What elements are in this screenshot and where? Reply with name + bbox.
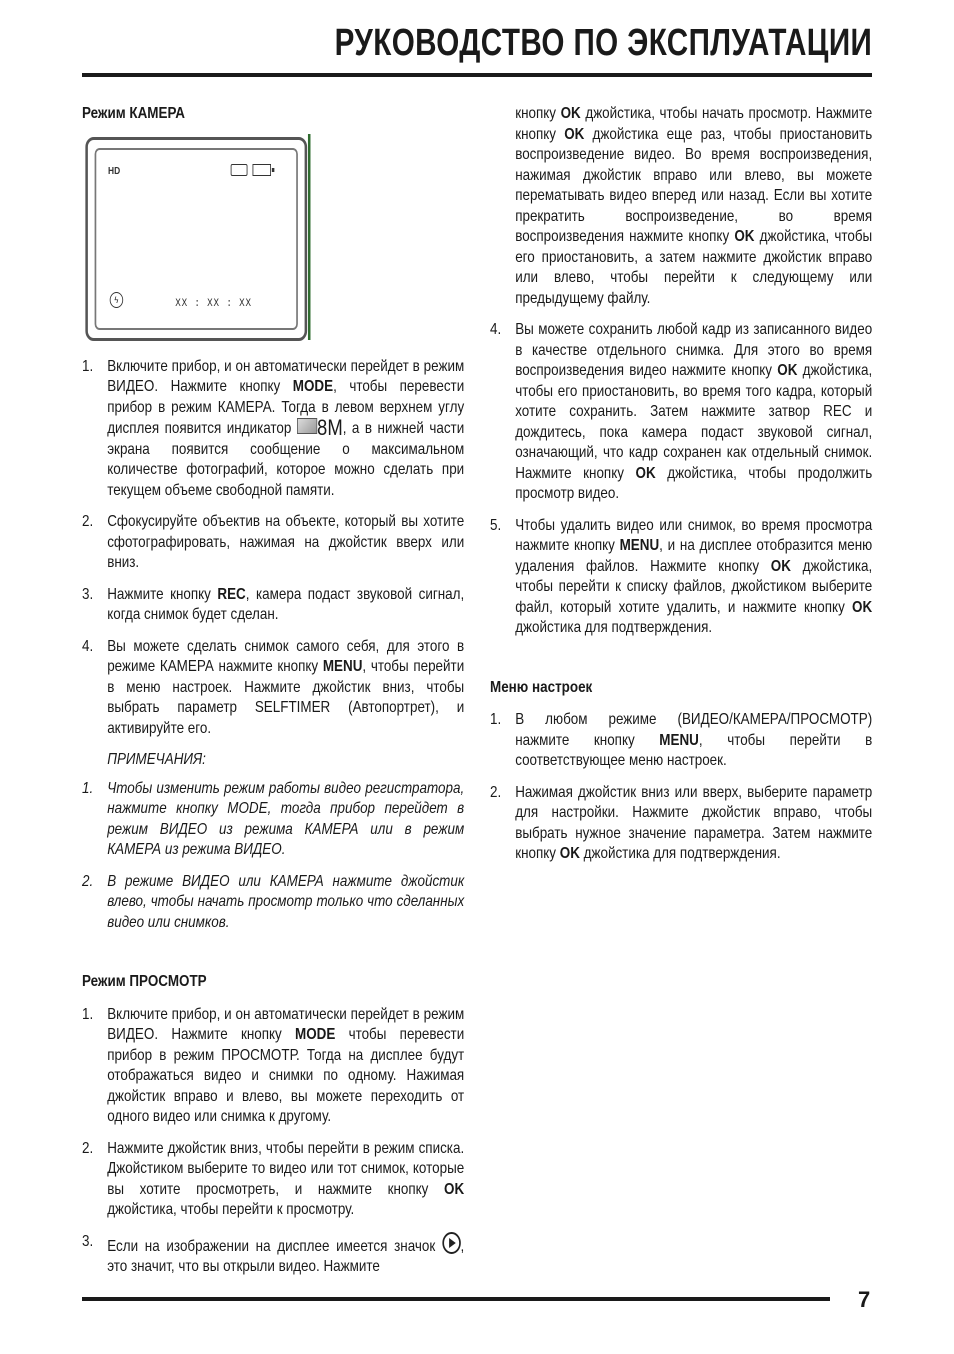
item-number: 2. — [82, 872, 94, 890]
resolution-indicator: 8M — [317, 415, 343, 440]
screen-edge — [308, 134, 311, 340]
playback-mode-heading: Режим ПРОСМОТР — [82, 973, 207, 990]
battery-icon — [253, 164, 271, 176]
list-item — [490, 516, 872, 639]
item-text: Нажимая джойстик вниз или вверх, выберите параметр для настройки. Нажмите джойстик вправо, чтобы выбрать нужное значение параметра. Затем нажмите кнопку OK джойстика для подтверждения. — [515, 783, 873, 862]
notes-heading: ПРИМЕЧАНИЯ: — [107, 751, 206, 768]
item-text: Нажмите кнопку REC, камера подаст звуковой сигнал, когда снимок будет сделан. — [107, 585, 465, 623]
item-text: В любом режиме (ВИДЕО/КАМЕРА/ПРОСМОТР) нажмите кнопку MENU, чтобы перейти в соответствующее меню настроек. — [515, 711, 873, 769]
item-number: 1. — [82, 357, 94, 375]
list-item — [490, 710, 872, 772]
note-item — [82, 872, 464, 934]
item-text: Если на изображении на дисплее имеется значок , это значит, что вы открыли видео. Нажмите — [107, 1232, 464, 1278]
item-number: 3. — [82, 1232, 94, 1250]
item-text: Включите прибор, и он автоматически перейдет в режим ВИДЕО. Нажмите кнопку MODE, чтобы перевести прибор в режим КАМЕРА. Тогда в левом верхнем углу дисплея появится индикатор 8M, а в нижней части экрана появится сообщение о максимальном количестве фотографий, которое можно сделать при текущем объеме свободной памяти. — [107, 357, 465, 499]
item-number: 4. — [490, 321, 502, 338]
time-readout: XX : XX : XX — [175, 297, 252, 310]
note-item — [82, 779, 464, 861]
item-number: 1. — [490, 711, 502, 728]
list-item — [490, 783, 872, 865]
settings-menu-heading: Меню настроек — [490, 678, 593, 696]
item-text: Включите прибор, и он автоматически перейдет в режим ВИДЕО. Нажмите кнопку MODE чтобы перевести прибор в режим ПРОСМОТР. Тогда на дисплее будут отображаться видео и снимки по одному. Нажимая джойстик вправо и влево, вы можете переходить от одного видео или снимка к другому. — [107, 1005, 465, 1125]
left-column — [82, 104, 464, 1289]
item-number: 2. — [490, 783, 502, 801]
item-number: 4. — [82, 637, 94, 655]
item-text: Вы можете сделать снимок самого себя, для этого в режиме КАМЕРА нажмите кнопку MENU, чтобы перейти в меню настроек. Нажмите джойстик вниз, чтобы выбрать параметр SELFTIMER (Автопортрет), и активируйте его. — [107, 637, 465, 737]
list-item — [82, 357, 464, 502]
item-number: 2. — [82, 1139, 94, 1157]
footer-rule — [82, 1297, 830, 1301]
item-text: Нажмите джойстик вниз, чтобы перейти в режим списка. Джойстиком выберите то видео или тот снимок, которые вы хотите просмотреть, и нажмите кнопку OK джойстика, чтобы перейти к просмотру. — [107, 1139, 465, 1218]
list-item — [82, 585, 464, 626]
item-number: 5. — [490, 516, 502, 534]
right-column — [490, 104, 872, 876]
hd-icon: HD — [108, 165, 121, 177]
list-item — [82, 1232, 464, 1278]
camera-screen-illustration — [85, 137, 307, 341]
item-text: Сфокусируйте объектив на объекте, который вы хотите сфотографировать, нажимая на джойстик вверх или вниз. — [107, 513, 465, 571]
item-text: Вы можете сохранить любой кадр из записанного видео в качестве отдельного снимка. Для этого во время воспроизведения видео нажмите кнопку OK джойстика, чтобы его приостановить, во время того кадра, который хотите сохранить. Затем нажмите затвор REC и дождитесь, пока камера подаст звуковой сигнал, означающий, что кадр сохранен как отдельный снимок. Нажмите кнопку OK джойстика, чтобы продолжить просмотр видео. — [515, 321, 873, 502]
item-text: кнопку OK джойстика, чтобы начать просмотр. Нажмите кнопку OK джойстика еще раз, чтобы приостановить воспроизведение видео. Во время воспроизведения, нажимая джойстик вправо или влево, вы можете перематывать видео вперед или назад. Если вы хотите прекратить воспроизведение, во время воспроизведения нажмите кнопку OK джойстика, чтобы его приостановить, а затем нажмите джойстик вправо или влево, чтобы перейти к следующему или предыдущему файлу. — [515, 105, 873, 307]
item-number: 1. — [82, 779, 94, 797]
list-item — [82, 1139, 464, 1221]
list-item — [490, 320, 872, 505]
play-icon — [442, 1232, 460, 1254]
item-text: Чтобы удалить видео или снимок, во время просмотра нажмите кнопку MENU, и на дисплее отобразится меню удаления файлов. Нажмите кнопку OK джойстика, чтобы перейти к списку файлов, джойстиком выберите файл, который хотите удалить, и нажмите кнопку OK джойстика для подтверждения. — [515, 516, 873, 636]
list-item — [82, 637, 464, 740]
item-number: 1. — [82, 1005, 94, 1023]
item-number: 2. — [82, 513, 94, 530]
flash-icon: ϟ — [110, 292, 123, 308]
note-text: В режиме ВИДЕО или КАМЕРА нажмите джойстик влево, чтобы начать просмотр только что сделанных видео или снимков. — [107, 872, 465, 931]
memory-card-icon — [231, 164, 248, 176]
item-number: 3. — [82, 585, 94, 603]
page-title: РУКОВОДСТВО ПО ЭКСПЛУАТАЦИИ — [334, 22, 872, 64]
page-number: 7 — [858, 1287, 871, 1312]
camera-mode-heading: Режим КАМЕРА — [82, 105, 185, 122]
photo-indicator-icon — [297, 418, 317, 434]
note-text: Чтобы изменить режим работы видео регистратора, нажмите кнопку MODE, тогда прибор перейдет в режим ВИДЕО из режима КАМЕРА или в режим КАМЕРА из режима ВИДЕО. — [107, 779, 465, 858]
list-item — [82, 512, 464, 574]
list-item-continued — [490, 104, 872, 309]
list-item — [82, 1005, 464, 1128]
header-rule — [82, 73, 872, 77]
